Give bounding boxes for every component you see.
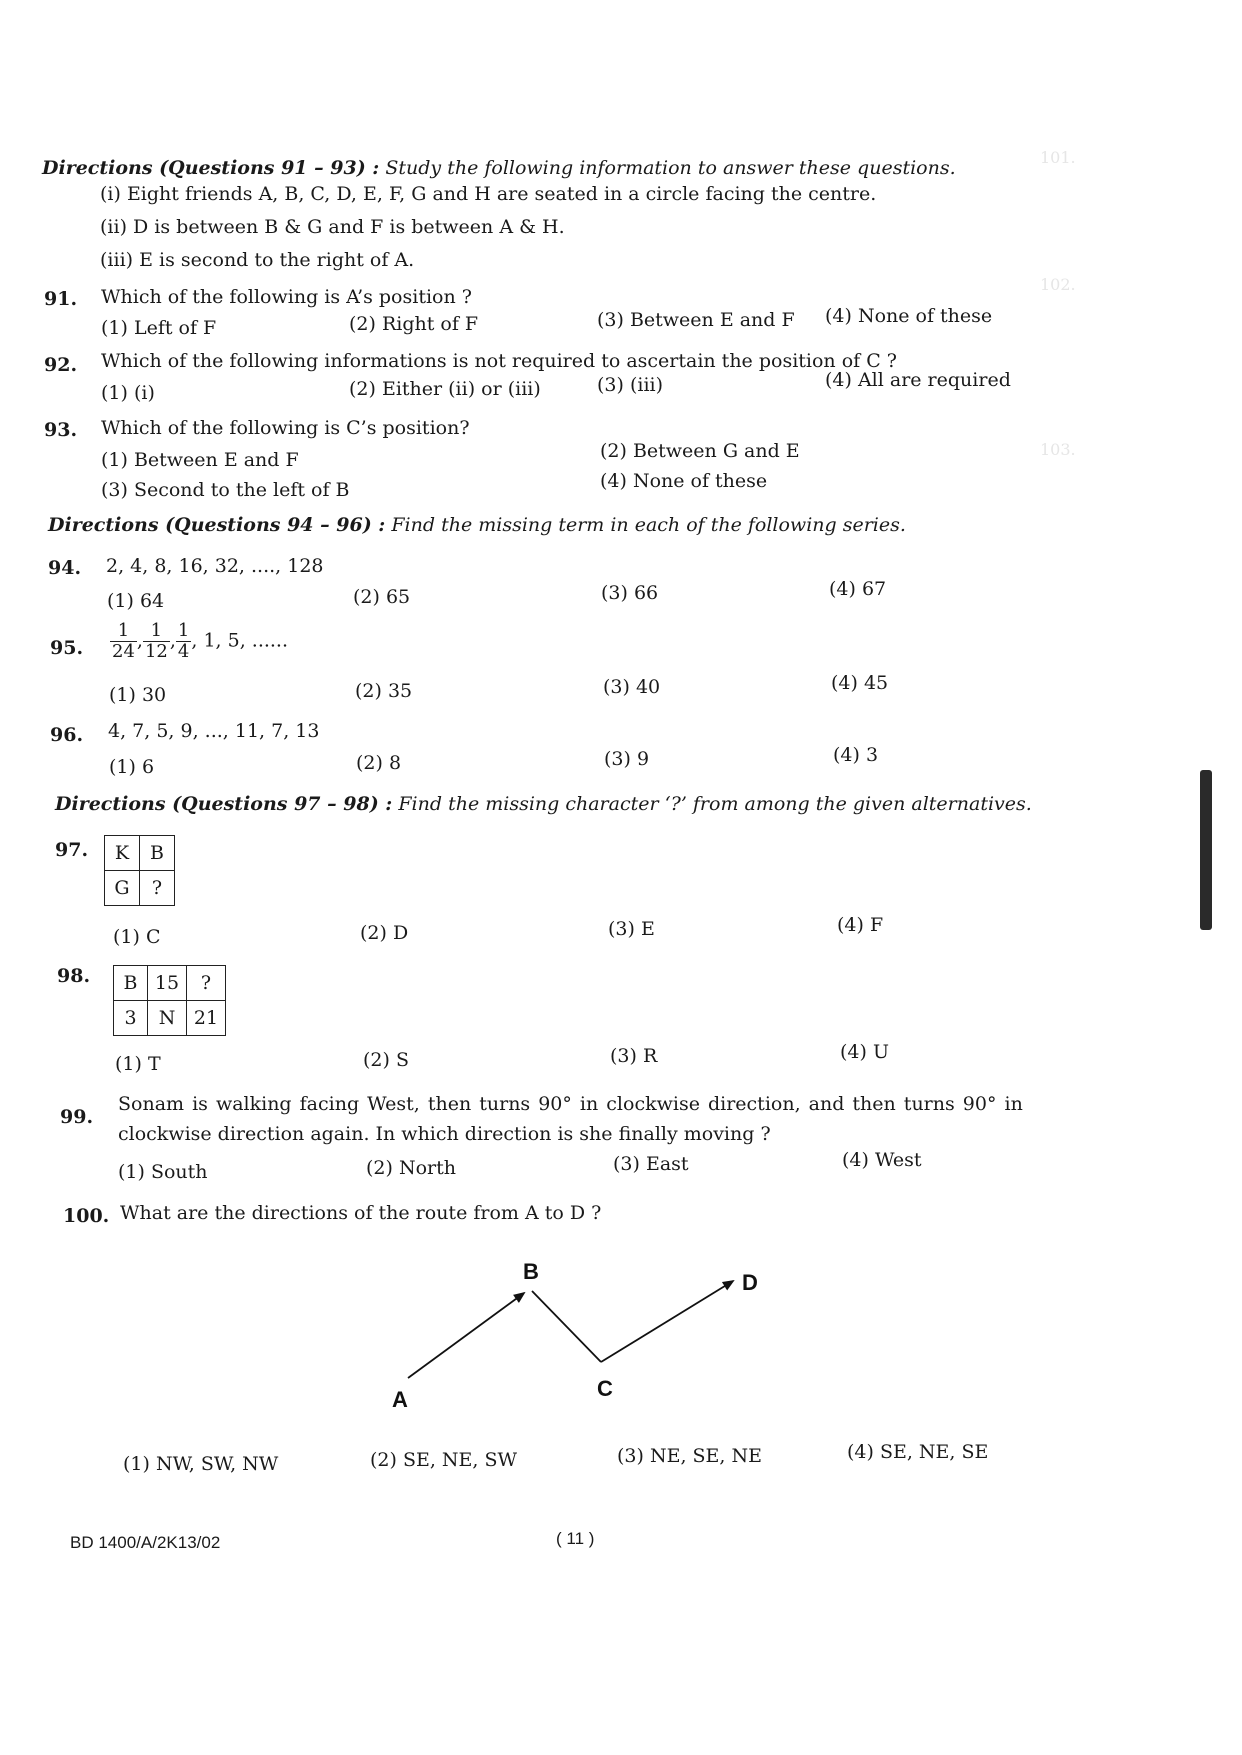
option-4: (4) SE, NE, SE: [847, 1441, 989, 1463]
question-text: What are the directions of the route from A to D ?: [120, 1202, 602, 1224]
grid-cell: ?: [187, 966, 226, 1001]
option-1: (1) Left of F: [101, 317, 217, 339]
grid-cell: ?: [140, 871, 175, 906]
option-1: (1) 64: [107, 590, 165, 612]
option-4: (4) West: [842, 1149, 922, 1171]
bleed-through-text: 102.: [1040, 275, 1076, 294]
option-1: (1) T: [115, 1053, 161, 1075]
option-4: (4) 67: [829, 578, 887, 600]
info-line-2: (ii) D is between B & G and F is between A & H.: [100, 216, 565, 238]
fraction: $\frac{1}{24}$: [112, 620, 135, 662]
page-number: ( 11 ): [556, 1529, 595, 1548]
question-number: 92.: [44, 354, 78, 376]
grid-cell: B: [114, 966, 148, 1001]
option-4: (4) None of these: [825, 305, 993, 327]
info-line-1: (i) Eight friends A, B, C, D, E, F, G and H are seated in a circle facing the centre.: [100, 183, 877, 205]
option-3: (3) E: [608, 918, 655, 940]
option-2: (2) 65: [353, 586, 411, 608]
grid-cell: 3: [114, 1001, 148, 1036]
series-text: 2, 4, 8, 16, 32, ...., 128: [106, 555, 324, 577]
option-4: (4) F: [837, 914, 884, 936]
option-2: (2) 35: [355, 680, 413, 702]
option-2: (2) S: [363, 1049, 409, 1071]
directions-94-96: Directions (Questions 94 – 96) : Find the missing term in each of the following series.: [48, 514, 906, 536]
question-text: Which of the following is C’s position?: [101, 417, 470, 439]
question-number: 91.: [44, 288, 78, 310]
series-text: 4, 7, 5, 9, ..., 11, 7, 13: [108, 720, 320, 742]
grid-cell: G: [105, 871, 140, 906]
question-number: 95.: [50, 637, 84, 659]
paper-code: BD 1400/A/2K13/02: [70, 1533, 221, 1552]
option-3: (3) NE, SE, NE: [617, 1445, 762, 1467]
option-3: (3) 9: [604, 748, 650, 770]
option-3: (3) Between E and F: [597, 309, 795, 331]
option-2: (2) 8: [356, 752, 402, 774]
option-1: (1) South: [118, 1161, 208, 1183]
grid-cell: N: [148, 1001, 187, 1036]
grid-cell: 21: [187, 1001, 226, 1036]
option-3: (3) Second to the left of B: [101, 479, 350, 501]
option-1: (1) (i): [101, 382, 155, 404]
fraction: $\frac{1}{12}$: [144, 620, 168, 662]
point-label-d: D: [742, 1270, 758, 1295]
grid-cell: 15: [148, 966, 187, 1001]
bleed-through-text: 101.: [1040, 148, 1076, 167]
option-1: (1) Between E and F: [101, 449, 299, 471]
option-3: (3) (iii): [597, 374, 664, 396]
option-3: (3) R: [610, 1045, 658, 1067]
option-1: (1) C: [113, 926, 161, 948]
question-number: 96.: [50, 724, 84, 746]
question-text-line-1: Sonam is walking facing West, then turns 90° in clockwise direction, and then turns 90° in: [118, 1093, 1023, 1115]
bleed-through-text: 103.: [1040, 440, 1076, 459]
point-label-c: C: [597, 1376, 613, 1401]
series-tail: , 1, 5, ......: [191, 629, 289, 652]
option-4: (4) All are required: [825, 369, 1011, 391]
route-segment-c-d: [601, 1281, 733, 1362]
route-segment-b-c: [532, 1291, 601, 1362]
question-text: Which of the following is A’s position ?: [101, 286, 472, 308]
question-text-line-2: clockwise direction again. In which direction is she finally moving ?: [118, 1123, 771, 1145]
question-number: 100.: [63, 1205, 110, 1227]
option-3: (3) 66: [601, 582, 659, 604]
point-label-a: A: [392, 1387, 408, 1412]
option-4: (4) 45: [831, 672, 889, 694]
directions-97-98: Directions (Questions 97 – 98) : Find the missing character ‘?’ from among the given alternatives.: [55, 793, 1032, 815]
series-fractions: $\frac{1}{24}$ , $\frac{1}{12}$ , $\frac{1}{4}$ , 1, 5, ......: [112, 620, 289, 662]
route-segment-a-b: [408, 1293, 524, 1378]
info-line-3: (iii) E is second to the right of A.: [100, 249, 415, 271]
option-4: (4) U: [840, 1041, 889, 1063]
question-number: 99.: [60, 1106, 94, 1128]
fraction: $\frac{1}{4}$: [177, 620, 190, 662]
question-number: 97.: [55, 839, 89, 861]
point-label-b: B: [523, 1259, 539, 1284]
grid-cell: B: [140, 836, 175, 871]
directions-91-93: Directions (Questions 91 – 93) : Study the following information to answer these questions.: [42, 157, 956, 179]
option-2: (2) North: [366, 1157, 456, 1179]
option-2: (2) Between G and E: [600, 440, 800, 462]
option-1: (1) 30: [109, 684, 167, 706]
option-3: (3) East: [613, 1153, 689, 1175]
option-4: (4) 3: [833, 744, 879, 766]
question-text: Which of the following informations is not required to ascertain the position of C ?: [101, 350, 897, 372]
option-3: (3) 40: [603, 676, 661, 698]
grid-cell: K: [105, 836, 140, 871]
option-4: (4) None of these: [600, 470, 768, 492]
option-1: (1) NW, SW, NW: [123, 1453, 279, 1475]
option-2: (2) Either (ii) or (iii): [349, 378, 541, 400]
option-2: (2) D: [360, 922, 409, 944]
question-number: 93.: [44, 419, 78, 441]
question-number: 98.: [57, 965, 91, 987]
option-2: (2) SE, NE, SW: [370, 1449, 518, 1471]
option-1: (1) 6: [109, 756, 155, 778]
question-number: 94.: [48, 557, 82, 579]
option-2: (2) Right of F: [349, 313, 479, 335]
